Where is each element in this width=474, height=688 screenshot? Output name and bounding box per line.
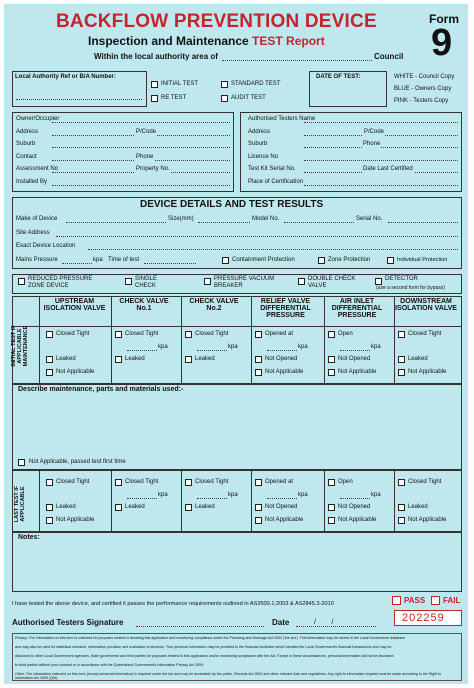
initial-closed-tight-label: Closed Tight xyxy=(125,331,159,337)
initial-leaked-checkbox[interactable] xyxy=(46,356,53,363)
initial-leaked-label: Leaked xyxy=(125,356,145,362)
detector-label: DETECTOR xyxy=(385,276,418,282)
fail-checkbox[interactable] xyxy=(431,596,440,605)
initial-closed-tight-checkbox[interactable] xyxy=(398,331,405,338)
date-slashes: / / xyxy=(314,619,334,626)
last-kpa-field[interactable] xyxy=(340,498,370,499)
double-check-label: DOUBLE CHECK VALVE xyxy=(308,276,356,289)
initial-closed-tight-checkbox[interactable] xyxy=(115,331,122,338)
last-not-applicable-checkbox[interactable] xyxy=(255,517,262,524)
last-not-opened-label: Not Opened xyxy=(338,504,371,510)
initial-closed-tight-checkbox[interactable] xyxy=(46,331,53,338)
tester-right-label: P/Code xyxy=(364,128,385,135)
last-not-applicable-label: Not Applicable xyxy=(408,516,447,523)
last-column-divider xyxy=(251,470,252,532)
owner-field-label: Suburb xyxy=(16,141,36,147)
initial-kpa-field[interactable] xyxy=(127,350,157,351)
last-closed-tight-label: Closed Tight xyxy=(408,479,442,485)
owner-field-label: Contact xyxy=(16,153,37,160)
initial-opened-at-label: Opened at xyxy=(265,331,294,337)
column-divider xyxy=(251,296,252,384)
tester-field-label: Place of Certification xyxy=(248,178,304,185)
site-address-label: Site Address xyxy=(16,230,50,236)
last-opened-at-checkbox[interactable] xyxy=(255,479,262,486)
initial-leaked-label: Leaked xyxy=(408,356,428,362)
last-not-applicable-checkbox[interactable] xyxy=(328,517,335,524)
containment-label: Containment Protection xyxy=(232,257,295,263)
single-check-label: SINGLE CHECK xyxy=(135,276,158,289)
owner-field-label: Assessment No xyxy=(16,166,59,172)
column-header: CHECK VALVE No.1 xyxy=(119,298,169,312)
initial-leaked-label: Leaked xyxy=(195,356,215,362)
pass-label: PASS xyxy=(404,596,426,605)
initial-not-applicable-checkbox[interactable] xyxy=(255,369,262,376)
initial-test-checkbox[interactable] xyxy=(151,81,158,88)
initial-kpa-field[interactable] xyxy=(197,350,227,351)
notes-box[interactable] xyxy=(12,532,462,592)
size-label: Size(mm) xyxy=(168,216,194,222)
initial-not-applicable-checkbox[interactable] xyxy=(328,369,335,376)
last-not-applicable-checkbox[interactable] xyxy=(398,517,405,524)
na-passed-checkbox[interactable] xyxy=(18,459,25,466)
last-not-applicable-label: Not Applicable xyxy=(338,516,377,523)
exact-location-label: Exact Device Location xyxy=(16,243,76,249)
authority-ref-field[interactable] xyxy=(16,99,142,100)
notes-label: Notes: xyxy=(18,534,40,541)
last-not-opened-checkbox[interactable] xyxy=(328,504,335,511)
owner-field-label: Address xyxy=(16,128,39,135)
owner-field-label: Owner/Occupier xyxy=(16,116,60,122)
last-column-divider xyxy=(324,470,325,532)
double-check-checkbox[interactable] xyxy=(298,278,305,285)
date-label: Date xyxy=(272,618,290,627)
column-divider xyxy=(111,296,112,384)
time-of-test-field[interactable] xyxy=(144,263,196,264)
subtitle-main: Inspection and Maintenance xyxy=(88,34,253,48)
copy-blue: BLUE - Owners Copy xyxy=(394,86,452,92)
initial-kpa-label: kpa xyxy=(371,343,381,350)
individual-label: Individual Protection xyxy=(397,257,448,263)
last-leaked-checkbox[interactable] xyxy=(46,504,53,511)
signature-field[interactable] xyxy=(136,626,264,627)
last-opened-at-label: Opened at xyxy=(265,479,294,485)
last-closed-tight-checkbox[interactable] xyxy=(398,479,405,486)
detector-note: (use a second form for bypass) xyxy=(376,285,445,291)
describe-box xyxy=(12,384,462,470)
form-number: 9 xyxy=(431,22,453,64)
site-address-field[interactable] xyxy=(56,236,458,237)
initial-leaked-checkbox[interactable] xyxy=(185,356,192,363)
device-section-title: DEVICE DETAILS AND TEST RESULTS xyxy=(140,199,324,210)
last-open-label: Open xyxy=(338,479,353,485)
initial-closed-tight-label: Closed Tight xyxy=(195,331,229,337)
last-not-applicable-label: Not Applicable xyxy=(56,516,95,523)
tester-field-label: Address xyxy=(248,128,271,135)
describe-label: Describe maintenance, parts and materials used:- xyxy=(18,386,184,393)
copy-white: WHITE - Council Copy xyxy=(394,74,455,80)
column-divider xyxy=(324,296,325,384)
tester-field-line[interactable] xyxy=(304,122,458,123)
last-closed-tight-label: Closed Tight xyxy=(125,479,159,485)
last-kpa-label: kpa xyxy=(158,491,168,498)
mains-kpa: kpa xyxy=(93,257,103,263)
size-field[interactable] xyxy=(198,222,250,223)
serial-number: 202259 xyxy=(402,612,445,624)
authority-ref-label: Local Authority Ref or B/A Number: xyxy=(15,74,116,80)
initial-test-label: INITIAL TEST xyxy=(161,81,199,87)
initial-leaked-label: Leaked xyxy=(56,356,76,362)
last-closed-tight-checkbox[interactable] xyxy=(46,479,53,486)
form-title: BACKFLOW PREVENTION DEVICE xyxy=(56,11,377,32)
form-subtitle xyxy=(88,35,325,48)
initial-closed-tight-label: Closed Tight xyxy=(56,331,90,337)
last-closed-tight-checkbox[interactable] xyxy=(185,479,192,486)
last-kpa-label: kpa xyxy=(228,491,238,498)
initial-leaked-checkbox[interactable] xyxy=(115,356,122,363)
exact-location-field[interactable] xyxy=(88,249,458,250)
tester-field-label: Test Kit Serial No. xyxy=(248,166,296,172)
audit-test-label: AUDIT TEST xyxy=(231,95,266,101)
serial-field[interactable] xyxy=(388,222,458,223)
form-sheet xyxy=(4,4,468,684)
containment-checkbox[interactable] xyxy=(222,257,229,264)
initial-kpa-field[interactable] xyxy=(267,350,297,351)
last-kpa-label: kpa xyxy=(298,491,308,498)
last-column-divider xyxy=(181,470,182,532)
column-header: AIR INLET DIFFERENTIAL PRESSURE xyxy=(331,298,383,319)
owner-field-label: Installed By xyxy=(16,178,48,185)
zone-label: Zone Protection xyxy=(328,257,371,263)
initial-open-label: Open xyxy=(338,331,353,337)
initial-not-opened-label: Not Opened xyxy=(265,356,298,362)
last-kpa-label: kpa xyxy=(371,491,381,498)
last-not-opened-label: Not Opened xyxy=(265,504,298,510)
last-leaked-label: Leaked xyxy=(56,504,76,510)
last-leaked-checkbox[interactable] xyxy=(185,504,192,511)
council-field[interactable] xyxy=(222,60,372,61)
last-open-checkbox[interactable] xyxy=(328,479,335,486)
rpz-checkbox[interactable] xyxy=(18,278,25,285)
standard-test-checkbox[interactable] xyxy=(221,81,228,88)
signature-label: Authorised Testers Signature xyxy=(12,618,124,627)
column-divider xyxy=(394,296,395,384)
zone-checkbox[interactable] xyxy=(318,257,325,264)
rpz-label: REDUCED PRESSURE ZONE DEVICE xyxy=(28,276,93,289)
audit-test-checkbox[interactable] xyxy=(221,95,228,102)
subtitle-accent: TEST Report xyxy=(252,34,325,48)
owner-field-line[interactable] xyxy=(52,185,230,186)
serial-label: Serial No. xyxy=(356,216,383,222)
initial-closed-tight-checkbox[interactable] xyxy=(185,331,192,338)
single-check-checkbox[interactable] xyxy=(125,278,132,285)
initial-kpa-label: kpa xyxy=(228,343,238,350)
last-leaked-label: Leaked xyxy=(125,504,145,510)
initial-side-label: INITIAL TEST IF APPLICABLE MAINTENANCE xyxy=(11,325,29,367)
initial-opened-at-checkbox[interactable] xyxy=(255,331,262,338)
last-closed-tight-label: Closed Tight xyxy=(56,479,90,485)
last-leaked-label: Leaked xyxy=(195,504,215,510)
last-not-applicable-label: Not Applicable xyxy=(265,516,304,523)
pass-checkbox[interactable] xyxy=(392,596,401,605)
last-kpa-field[interactable] xyxy=(127,498,157,499)
column-header: UPSTREAM ISOLATION VALVE xyxy=(43,298,106,312)
make-label: Make of Device xyxy=(16,216,58,222)
owner-field-line[interactable] xyxy=(52,122,230,123)
individual-checkbox[interactable] xyxy=(387,257,394,264)
council-label: Council xyxy=(374,52,404,61)
last-leaked-checkbox[interactable] xyxy=(398,504,405,511)
initial-not-applicable-label: Not Applicable xyxy=(408,368,447,375)
initial-open-checkbox[interactable] xyxy=(328,331,335,338)
owner-right-label: Property No. xyxy=(136,166,170,172)
copy-pink: PINK - Testers Copy xyxy=(394,98,449,104)
time-of-test-label: Time of test xyxy=(108,257,140,263)
date-field[interactable] xyxy=(296,626,376,627)
column-divider xyxy=(181,296,182,384)
date-of-test-label: DATE OF TEST: xyxy=(316,74,361,80)
area-label: Within the local authority area of xyxy=(94,52,218,61)
owner-field-line[interactable] xyxy=(52,147,230,148)
last-column-divider xyxy=(394,470,395,532)
initial-not-opened-label: Not Opened xyxy=(338,356,371,362)
initial-leaked-checkbox[interactable] xyxy=(398,356,405,363)
side-col-divider xyxy=(39,296,40,384)
initial-kpa-label: kpa xyxy=(298,343,308,350)
standard-test-label: STANDARD TEST xyxy=(231,81,281,87)
last-side-divider xyxy=(39,470,40,532)
tester-field-label: Authorised Testers Name xyxy=(248,116,316,122)
tester-field-line[interactable] xyxy=(304,160,458,161)
form-label: Form xyxy=(429,12,459,26)
tester-right-label: Phone xyxy=(363,141,381,147)
pvb-checkbox[interactable] xyxy=(204,278,211,285)
column-header: RELIEF VALVE DIFFERENTIAL PRESSURE xyxy=(260,298,311,319)
initial-not-applicable-label: Not Applicable xyxy=(265,368,304,375)
tester-right-label: Date Last Certified xyxy=(363,166,413,172)
initial-not-applicable-label: Not Applicable xyxy=(56,368,95,375)
last-not-opened-checkbox[interactable] xyxy=(255,504,262,511)
column-header: CHECK VALVE No.2 xyxy=(189,298,239,312)
last-side-label: LAST TEST IF APPLICABLE xyxy=(14,485,26,523)
make-field[interactable] xyxy=(66,222,166,223)
tester-field-label: Licence No xyxy=(248,153,279,160)
detector-checkbox[interactable] xyxy=(375,278,382,285)
last-column-divider xyxy=(111,470,112,532)
initial-kpa-label: kpa xyxy=(158,343,168,350)
last-not-applicable-checkbox[interactable] xyxy=(46,517,53,524)
last-closed-tight-checkbox[interactable] xyxy=(115,479,122,486)
privacy-line: Privacy: The information on this form is collected for purposes related to deciding this application and monitoring compliance under the Plumbing and Drainage Act 2002 ('the Act'). This information may be stored in the Local Government database xyxy=(15,636,405,640)
privacy-line: disclosed to other Local Government agencies, State government and third parties for purposes related to this application and/or monitoring compliance with the Act. Except in these circumstances, personal information will not be disclosed xyxy=(15,654,394,658)
initial-not-applicable-label: Not Applicable xyxy=(338,368,377,375)
initial-not-applicable-checkbox[interactable] xyxy=(46,369,53,376)
initial-not-applicable-checkbox[interactable] xyxy=(398,369,405,376)
re-test-label: RE TEST xyxy=(161,95,187,101)
privacy-line: Other: The information collected on this form (except personal information) is required under the Act and may be accessible by the public. Records Act 2002 and other relevant Acts and regulations. Any right to information request must be made according to the Right to Information Act 2009 (Qld). xyxy=(15,672,442,681)
privacy-line: to third parties without your consent or in accordance with the Queensland Government's Information Privacy Act 2009. xyxy=(15,663,205,667)
mains-pressure-field[interactable] xyxy=(62,263,92,264)
column-header: DOWNSTREAM ISOLATION VALVE xyxy=(395,298,457,312)
owner-right-label: P/Code xyxy=(136,128,157,135)
last-kpa-field[interactable] xyxy=(197,498,227,499)
mains-pressure-label: Mains Pressure xyxy=(16,257,58,263)
re-test-checkbox[interactable] xyxy=(151,95,158,102)
model-field[interactable] xyxy=(284,222,354,223)
na-passed-label: Not Applicable, passed test first time xyxy=(29,459,126,465)
owner-right-label: Phone xyxy=(136,153,154,160)
last-leaked-label: Leaked xyxy=(408,504,428,510)
initial-not-opened-checkbox[interactable] xyxy=(328,356,335,363)
tester-field-line[interactable] xyxy=(304,185,458,186)
certify-text: I have tested the above device, and certified it passes the performance requirements outlined in AS3500.1:2003 & AS2845.3-2010 xyxy=(12,601,334,607)
initial-closed-tight-label: Closed Tight xyxy=(408,331,442,337)
last-closed-tight-label: Closed Tight xyxy=(195,479,229,485)
fail-label: FAIL xyxy=(443,596,461,605)
last-leaked-checkbox[interactable] xyxy=(115,504,122,511)
tester-field-label: Suburb xyxy=(248,141,268,147)
model-label: Model No. xyxy=(252,216,280,222)
pvb-label: PRESSURE VACUUM BREAKER xyxy=(214,276,275,289)
last-kpa-field[interactable] xyxy=(267,498,297,499)
initial-kpa-field[interactable] xyxy=(340,350,370,351)
privacy-line: and may also be used for statistical research, information provision and evaluation of services. Your personal information may be provided to the financial institution which handles the Local Government's financial transactions and may be xyxy=(15,645,392,649)
initial-not-opened-checkbox[interactable] xyxy=(255,356,262,363)
